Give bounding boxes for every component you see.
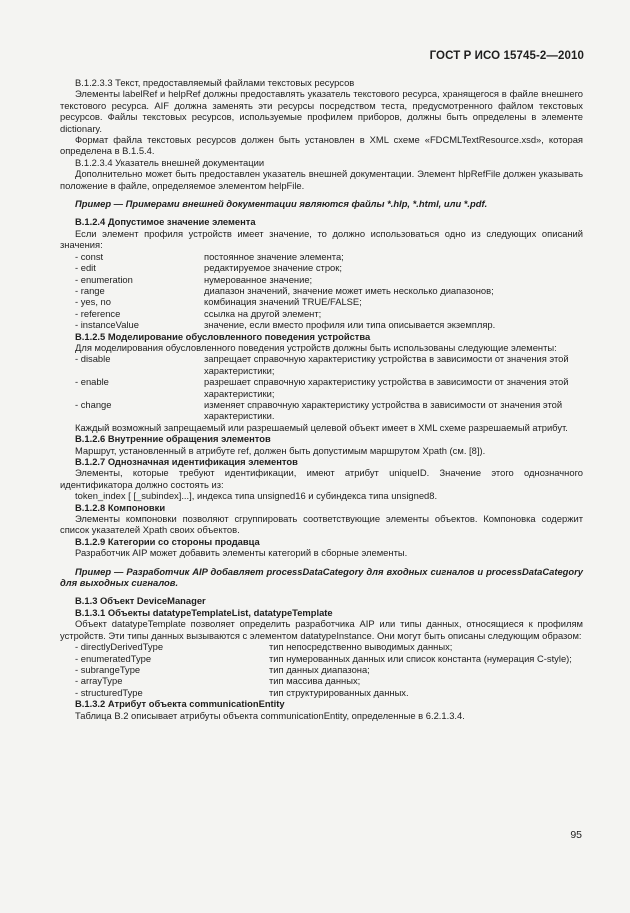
list-item: - structuredType тип структурированных данных. <box>75 686 409 698</box>
values-list <box>60 251 583 331</box>
list-item: - reference ссылка на другой элемент; <box>75 307 322 319</box>
list-item: - const постоянное значение элемента; <box>75 250 344 262</box>
paragraph: Если элемент профиля устройств имеет значение, то должно использоваться одно из следующих описаний значения: <box>60 227 583 251</box>
list-item: - instanceValue значение, если вместо профиля или типа описывается экземпляр. <box>75 319 496 331</box>
list-item: - yes, no комбинация значений TRUE/FALSE; <box>75 296 362 308</box>
list-item: - directlyDerivedType тип непосредственно выводимых данных; <box>75 641 453 653</box>
paragraph: Разработчик AIP может добавить элементы категорий в сборные элементы. <box>75 547 408 559</box>
section-heading-b124: B.1.2.4 Допустимое значение элемента <box>75 216 256 228</box>
section-heading-b13: B.1.3 Объект DeviceManager <box>75 595 206 607</box>
page-header: ГОСТ Р ИСО 15745-2—2010 <box>429 50 584 62</box>
paragraph: Для моделирования обусловленного поведения устройств должны быть использованы следующие элементы: <box>75 341 557 353</box>
section-heading-b128: B.1.2.8 Компоновки <box>75 501 166 513</box>
paragraph: Каждый возможный запрещаемый или разрешаемый целевой объект имеет в XML схеме разрешаемый атрибут. <box>75 421 568 433</box>
page-content <box>60 77 583 721</box>
section-heading-b1234: B.1.2.3.4 Указатель внешней документации <box>75 156 265 168</box>
section-heading-b1233: B.1.2.3.3 Текст, предоставляемый файлами текстовых ресурсов <box>75 77 355 88</box>
paragraph: Дополнительно может быть предоставлен указатель внешней документации. Элемент hlpRefFile должен указывать положение в файле, определяемое элементом helpFile. <box>60 168 583 191</box>
section-heading-b132: B.1.3.2 Атрибут объекта communicationEntity <box>75 698 285 710</box>
list-item: - edit редактируемое значение строк; <box>75 262 342 274</box>
section-heading-b127: B.1.2.7 Однозначная идентификация элементов <box>75 456 298 467</box>
list-item: - range диапазон значений, значение может иметь несколько диапазонов; <box>75 284 494 296</box>
list-item: - enumeratedType тип нумерованных данных или список константа (нумерация C-style); <box>75 652 572 664</box>
section-heading-b131: B.1.3.1 Объекты datatypeTemplateList, datatypeTemplate <box>75 606 333 618</box>
paragraph: Маршрут, установленный в атрибуте ref, должен быть допустимым маршрутом Xpath (см. [8]). <box>75 444 486 456</box>
list-item: - arrayType тип массива данных; <box>75 675 361 687</box>
paragraph: token_index [ [_subindex]...], индекса типа unsigned16 и субиндекса типа unsigned8. <box>75 490 438 502</box>
list-item: - subrangeType тип данных диапазона; <box>75 663 370 675</box>
list-item: - change изменяет справочную характеристику устройства в зависимости от значения этой характеристики. <box>75 398 563 422</box>
section-heading-b129: B.1.2.9 Категории со стороны продавца <box>75 535 260 547</box>
paragraph: Таблица B.2 описывает атрибуты объекта communicationEntity, определенные в 6.2.1.3.4. <box>75 709 465 721</box>
section-heading-b126: B.1.2.6 Внутренние обращения элементов <box>75 433 271 445</box>
paragraph: Формат файла текстовых ресурсов должен быть установлен в XML схеме «FDCMLTextResource.xsd», которая определена в B.1.5.4. <box>60 134 583 157</box>
paragraph: Элементы, которые требуют идентификации, имеют атрибут uniqueID. Значение этого однозначного идентификатора должно состоять из: <box>60 467 583 490</box>
example-note: Пример — Разработчик AIP добавляет processDataCategory для входных сигналов и processDataCategory для выходных сигналов. <box>60 565 583 589</box>
types-list <box>60 641 583 698</box>
behavior-list <box>60 353 583 421</box>
paragraph: Объект datatypeTemplate позволяет определить разработчика AIP или типы данных, относящиеся к профилям устройств. Эти типы данных вызываются с элементом datatypeInstance. Они могут быть описаны следующим образом: <box>60 618 583 641</box>
list-item: - disable запрещает справочную характеристику устройства в зависимости от значения этой характеристики; <box>75 353 569 376</box>
paragraph: Элементы компоновки позволяют сгруппировать соответствующие элементы объектов. Компоновка содержит список указателей Xpath своих объектов. <box>60 513 583 536</box>
example-note: Пример — Примерами внешней документации являются файлы *.hlp, *.html, или *.pdf. <box>75 198 488 210</box>
list-item: - enable разрешает справочную характеристику устройства в зависимости от значения этой характеристики; <box>75 376 569 399</box>
section-heading-b125: B.1.2.5 Моделирование обусловленного поведения устройства <box>75 330 371 342</box>
list-item: - enumeration нумерованное значение; <box>75 273 313 285</box>
paragraph: Элементы labelRef и helpRef должны предоставлять указатель текстового ресурса, хранящегося в файле внешнего текстового ресурса. AIF должна заменять эти ресурсы посредством теста, предусмотренного файлом текстовых ресурсов. Файлы текстовых ресурсов, используемые профилем приборов, должны быть определены в элементе dictionary. <box>60 88 583 134</box>
page-number: 95 <box>570 829 582 841</box>
